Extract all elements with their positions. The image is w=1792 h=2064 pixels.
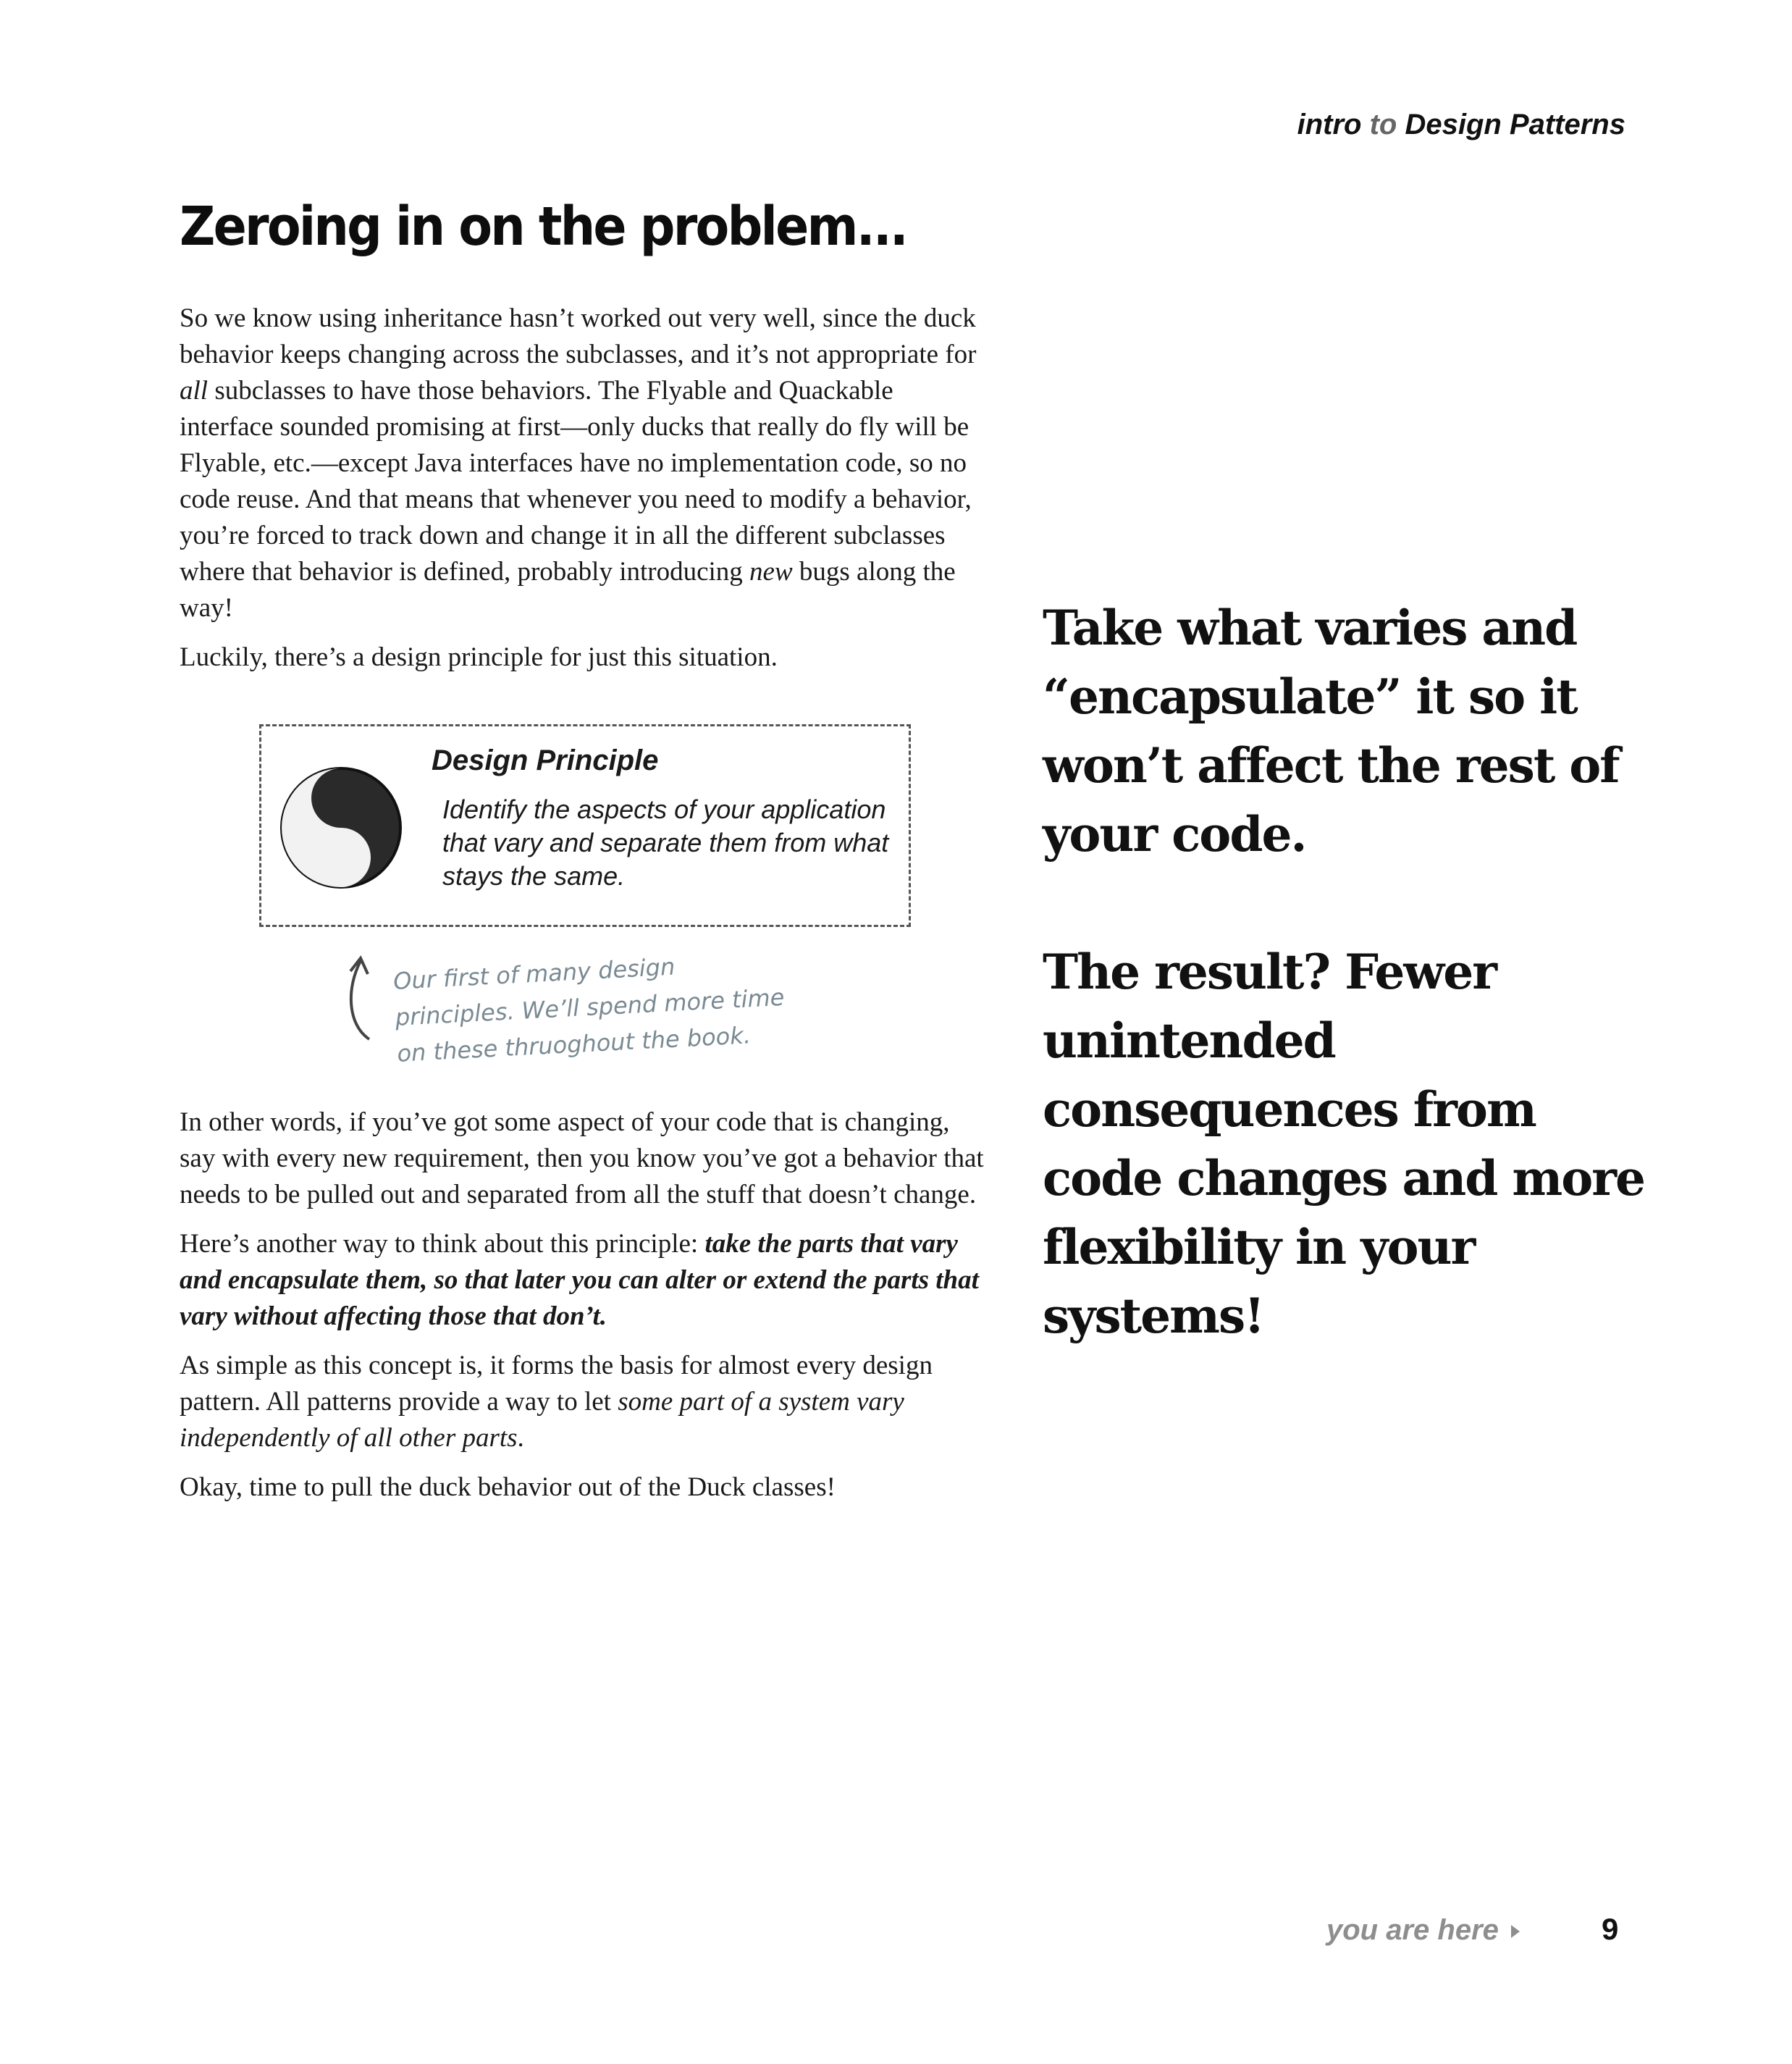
yin-yang-icon (276, 763, 406, 893)
callout-text (1043, 594, 1665, 1351)
principle-title: Design Principle (432, 744, 659, 776)
running-head-intro: intro (1297, 109, 1370, 140)
paragraph-okay: Okay, time to pull the duck behavior out of the Duck classes! (180, 1472, 836, 1502)
page-number: 9 (1602, 1912, 1619, 1946)
running-head-to: to (1369, 109, 1397, 140)
curved-arrow-icon (340, 952, 384, 1046)
paragraph-in-other-words: In other words, if you’ve got some aspect of your code that is changing, say with every new requirement, then you know you’ve got a behavior that needs to be pulled out and separated from all the stuff that doesn’t change. (180, 1107, 984, 1209)
running-head (1297, 109, 1625, 141)
callout-encapsulate: Take what varies and “encapsulate” it so it won’t affect the rest of your code. (1043, 600, 1619, 863)
running-head-topic: Design Patterns (1397, 109, 1625, 140)
page-title: Zeroing in on the problem... (180, 196, 907, 258)
principle-text: Identify the aspects of your application that vary and separate them from what stays the same. (442, 794, 889, 891)
triangle-right-icon (1510, 1924, 1521, 1939)
body-text (180, 1104, 990, 1506)
paragraph-basis: As simple as this concept is, it forms the basis for almost every design pattern. All patterns provide a way to let some part of a system vary independently of all other parts. (180, 1351, 933, 1453)
design-principle-box (259, 724, 911, 927)
callout-result: The result? Fewer unintended consequences from code changes and more flexibility in your systems! (1043, 944, 1645, 1344)
paragraph-inheritance: So we know using inheritance hasn’t worked out very well, since the duck behavior keeps changing across the subclasses, and it’s not appropriate for all subclasses to have those behaviors. The Flyable and Quackable interface sounded promising at first—only ducks that really do fly will be Flyable, etc.—except Java interfaces have no implementation code, so no code reuse. And that means that whenever you need to modify a behavior, you’re forced to track down and change it in all the different subclasses where that behavior is defined, probably introducing new bugs along the way! (180, 303, 977, 623)
paragraph-principle-restated: Here’s another way to think about this principle: take the parts that vary and encapsulate them, so that later you can alter or extend the parts that vary without affecting those that don’t. (180, 1229, 979, 1331)
intro-text (180, 301, 990, 676)
you-are-here-link[interactable]: you are here (1326, 1914, 1499, 1946)
handwritten-annotation: Our first of many design principles. We’ll spend more time on these thruoghout the book. (392, 952, 786, 1067)
paragraph-luckily: Luckily, there’s a design principle for just this situation. (180, 642, 778, 672)
